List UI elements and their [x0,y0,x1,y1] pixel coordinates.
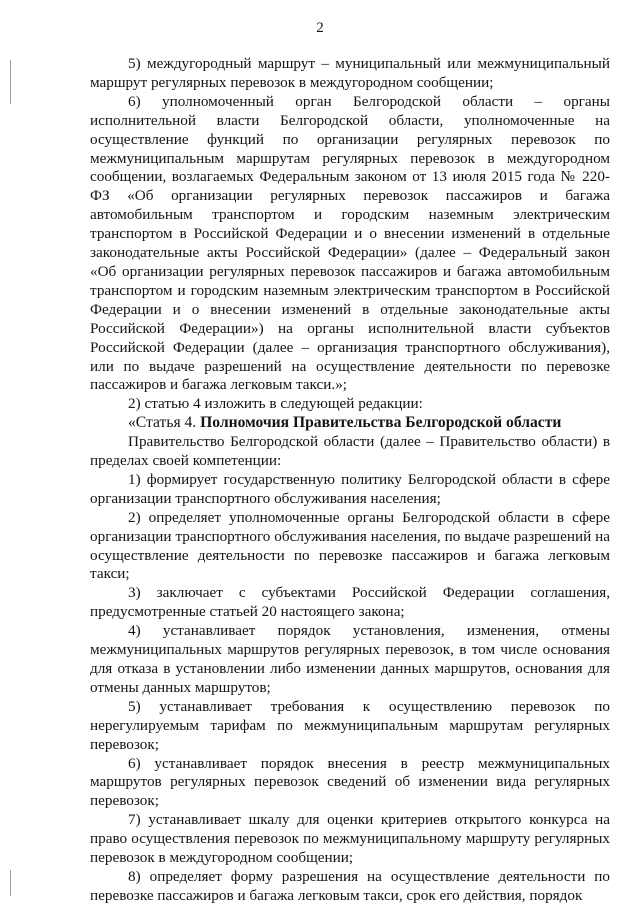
page-number: 2 [316,20,324,36]
article-item-6: 6) устанавливает порядок внесения в реестр межмуниципальных маршрутов регулярных перевозок сведений об изменении вида регулярных перевозок; [90,754,610,810]
article-heading-prefix: «Статья 4. [128,414,201,432]
paragraph-item-5: 5) междугородный маршрут – муниципальный или межмуниципальный маршрут регулярных перевозок в междугородном сообщении; [90,55,610,91]
article-item-5: 5) устанавливает требования к осуществлению перевозок по нерегулируемым тарифам по межмуниципальным маршрутам регулярных перевозок; [90,697,610,753]
article-heading [90,414,610,433]
paragraph-item-6: 6) уполномоченный орган Белгородской области – органы исполнительной власти Белгородской области, уполномоченные на осуществление функций по организации регулярных перевозок по межмуниципальным маршрутам регулярных перевозок в междугородном сообщении, возлагаемых Федеральным законом от 13 июля 2015 года № 220-ФЗ «Об организации регулярных перевозок пассажиров и багажа автомобильным транспортом и городским наземным электрическим транспортом в Российской Федерации и о внесении изменений в отдельные законодательные акты Российской Федерации» (далее – Федеральный закон «Об организации регулярных перевозок пассажиров и багажа автомобильным транспортом и городским наземным электрическим транспортом в Российской Федерации и о внесении изменений в отдельные законодательные акты Российской Федерации») на органы исполнительной власти субъектов Российской Федерации (далее – организация транспортного обслуживания), или по выдаче разрешений на осуществление деятельности по перевозке пассажиров и багажа легковым такси.»; [90,92,610,394]
article-intro: Правительство Белгородской области (далее – Правительство области) в пределах своей компетенции: [90,433,610,470]
article-item-4: 4) устанавливает порядок установления, изменения, отмены межмуниципальных маршрутов регулярных перевозок, в том числе основания для отказа в установлении либо изменении данных маршрутов, основания для отмены данных маршрутов; [90,622,610,696]
scan-edge-mark-top [10,60,11,104]
article-item-2: 2) определяет уполномоченные органы Белгородской области в сфере организации транспортного обслуживания населения, по выдаче разрешений на осуществление деятельности по перевозке пассажиров и багажа легковым такси; [90,508,610,583]
article-heading-title: Полномочия Правительства Белгородской области [200,414,562,432]
scan-edge-mark-bottom [10,870,11,896]
article-item-1: 1) формирует государственную политику Белгородской области в сфере организации транспортного обслуживания населения; [90,470,610,507]
article-item-3: 3) заключает с субъектами Российской Федерации соглашения, предусмотренные статьей 20 настоящего закона; [90,584,610,621]
article-item-8: 8) определяет форму разрешения на осуществление деятельности по перевозке пассажиров и багажа легковым такси, срок его действия, порядок [90,867,610,904]
article-item-7: 7) устанавливает шкалу для оценки критериев открытого конкурса на право осуществления перевозок по межмуниципальному маршруту регулярных перевозок в междугородном сообщении; [90,811,610,867]
document-body [90,55,610,906]
paragraph-amendment-2: 2) статью 4 изложить в следующей редакции: [128,395,423,413]
